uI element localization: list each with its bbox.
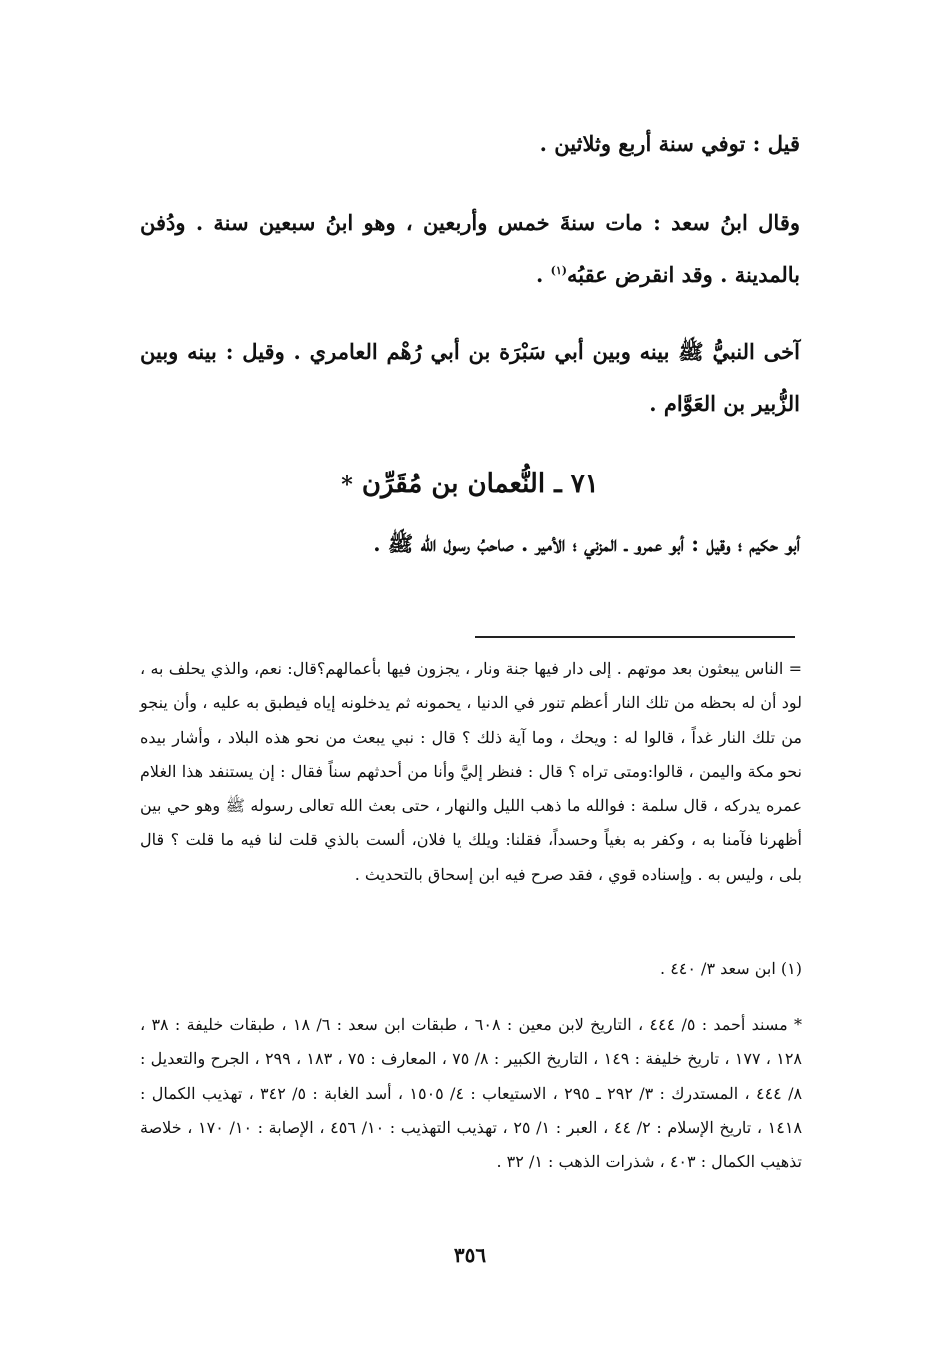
footnote-ref-1: (١) [550, 264, 567, 277]
paragraph-ibn-saad-text: وقال ابنُ سعد : مات سنةَ خمس وأربعين ، وهو ابنُ سبعين سنة . ودُفن بالمدينة . وقد انقرض عقبُه [140, 210, 800, 287]
footnote-continuation [140, 652, 802, 892]
footnote-separator [475, 636, 795, 638]
entry-heading [140, 454, 800, 514]
paragraph-death-year [140, 118, 800, 170]
paragraph-kunya-text: أبو حكيم ؛ وقيل : أبو عمرو ـ المزني ؛ الأمير . صاحبُ رسول الله ﷺ . [373, 531, 800, 556]
footnote-continuation-text: = الناس يبعثون بعد موتهم . إلى دار فيها جنة ونار ، يجزون فيها بأعمالهم؟قال: نعم، والذي يحلف به ، لود أن له بحظه من تلك النار أعظم تنور في الدنيا ، يحمونه ثم يدخلونه إياه فيطبق به عليه ، وأن ينجو من تلك النار غداً ، قالوا له : ويحك ، وما آية ذلك ؟ قال : نبي يبعث من نحو هذه البلاد ، وأشار بيده نحو مكة واليمن ، قالوا:ومتى تراه ؟ قال : فنظر إليَّ وأنا من أحدثهم سناً فقال : إن يستنفد هذا الغلام عمره يدركه ، قال سلمة : فوالله ما ذهب الليل والنهار ، حتى بعث الله تعالى رسوله ﷺ وهو حي بين أظهرنا فآمنا به ، وكفر به بغياً وحسداً، فقلنا: ويلك يا فلان، ألست بالذي قلت لنا فيه ما قلت ؟ قال بلى ، وليس به . وإسناده قوي ، فقد صرح فيه ابن إسحاق بالتحديث . [140, 659, 803, 884]
paragraph-kunya [140, 518, 800, 570]
entry-heading-title: ٧١ ـ النُّعمان بن مُقَرِّن [361, 469, 599, 499]
paragraph-ibn-saad-end: . [535, 262, 551, 287]
heading-source-marker: * [341, 472, 353, 498]
footnote-sources-text: * مسند أحمد : ٥/ ٤٤٤ ، التاريخ لابن معين : ٦٠٨ ، طبقات ابن سعد : ٦/ ١٨ ، طبقات خليفة : ٣٨ ، ١٢٨ ، ١٧٧ ، تاريخ خليفة : ١٤٩ ، التاريخ الكبير : ٨/ ٧٥ ، المعارف : ٧٥ ، ١٨٣ ، ٢٩٩ ، الجرح والتعديل : ٨/ ٤٤٤ ، المستدرك : ٣/ ٢٩٢ ـ ٢٩٥ ، الاستيعاب : ٤/ ١٥٠٥ ، أسد الغابة : ٥/ ٣٤٢ ، تهذيب الكمال : ١٤١٨ ، تاريخ الإسلام : ٢/ ٤٤ ، العبر : ١/ ٢٥ ، تهذيب التهذيب : ١٠/ ٤٥٦ ، الإصابة : ١٠/ ١٧٠ ، خلاصة تذهيب الكمال : ٤٠٣ ، شذرات الذهب : ١/ ٣٢ . [140, 1015, 803, 1172]
paragraph-brotherhood-text: آخى النبيُّ ﷺ بينه وبين أبي سَبْرَة بن أبي رُهْم العامري . وقيل : بينه وبين الزُّبير بن العَوَّام . [140, 339, 800, 416]
footnote-1-text: (١) ابن سعد ٣/ ٤٤٠ . [660, 959, 802, 978]
paragraph-ibn-saad [140, 197, 800, 301]
page-number: ٣٥٦ [453, 1243, 487, 1267]
paragraph-death-year-text: قيل : توفي سنة أربع وثلاثين . [539, 131, 800, 156]
footnote-1 [140, 952, 802, 986]
paragraph-brotherhood [140, 326, 800, 430]
footnote-sources [140, 1008, 802, 1179]
